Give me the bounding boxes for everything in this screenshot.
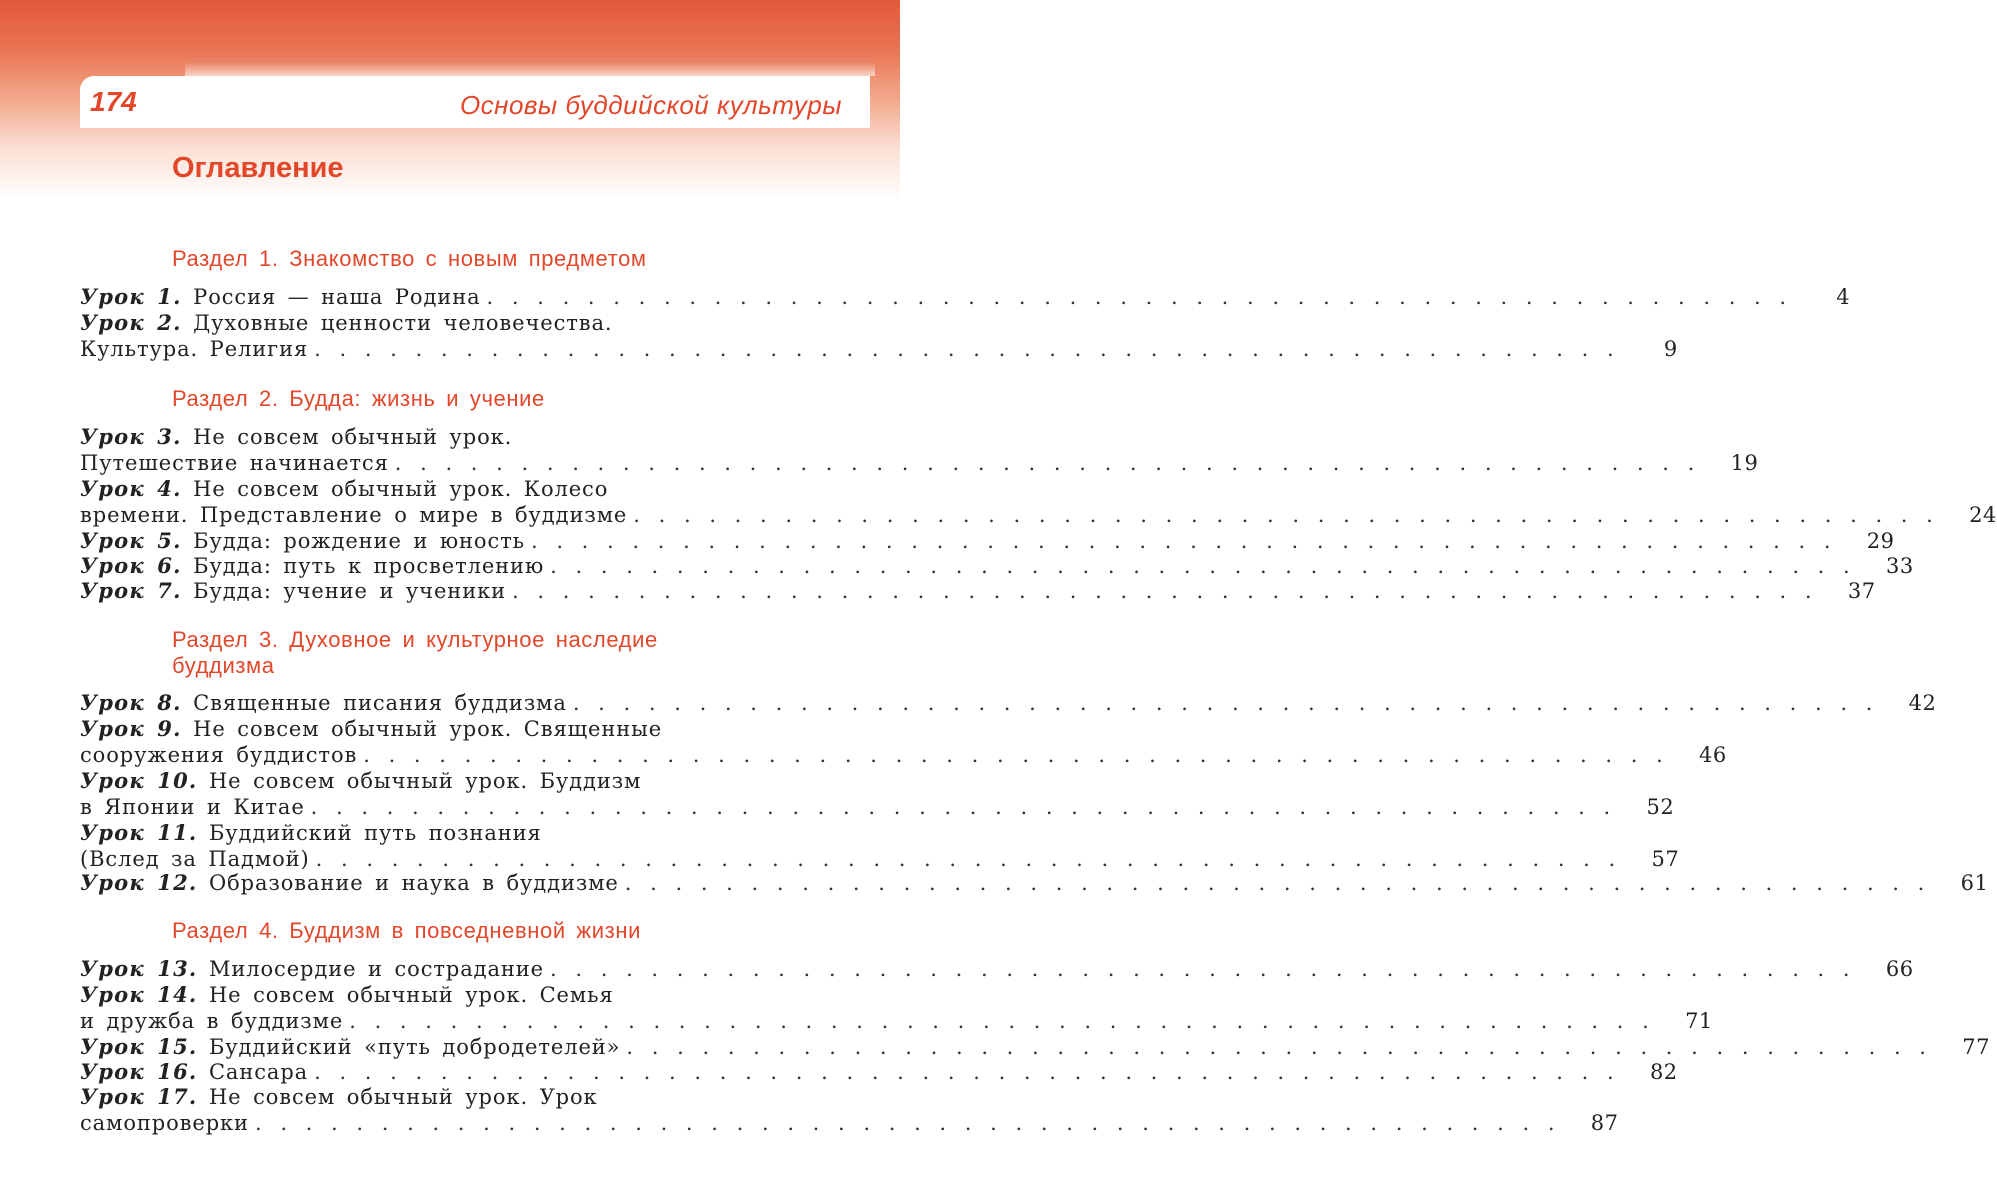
- dot-leader: . . . . . . . . . . . . . . . . . . . . . . . . . . . . . . . . . . . . . . . . . . . . . . . . . . . .: [550, 554, 1854, 578]
- lesson-label: Урок 13.: [80, 956, 198, 981]
- dot-leader: . . . . . . . . . . . . . . . . . . . . . . . . . . . . . . . . . . . . . . . . . . . . . . . . . . . .: [314, 1060, 1618, 1084]
- toc-entry-line: [80, 1110, 1619, 1136]
- lesson-title: Путешествие начинается: [80, 451, 389, 475]
- page-ref: 9: [1663, 337, 1678, 361]
- toc-entry-line: [80, 284, 1851, 310]
- lesson-title: Не совсем обычный урок. Колесо: [193, 477, 609, 501]
- toc-entry-line: [80, 476, 855, 502]
- lesson-title: Не совсем обычный урок. Священные: [193, 717, 663, 741]
- lesson-label: Урок 2.: [80, 310, 182, 335]
- lesson-label: Урок 12.: [80, 870, 198, 895]
- dot-leader: . . . . . . . . . . . . . . . . . . . . . . . . . . . . . . . . . . . . . . . . . . . . . . . . . . . .: [550, 957, 1854, 981]
- lesson-title: в Японии и Китае: [80, 795, 305, 819]
- dot-leader: . . . . . . . . . . . . . . . . . . . . . . . . . . . . . . . . . . . . . . . . . . . . . . . . . . . .: [512, 579, 1816, 603]
- lesson-label: Урок 7.: [80, 578, 182, 603]
- section-heading-line: буддизма: [172, 653, 275, 678]
- page-ref: 24: [1969, 503, 1997, 527]
- lesson-title: Образование и наука в буддизме: [208, 871, 619, 895]
- page-ref: 77: [1962, 1035, 1990, 1059]
- page-ref: 29: [1866, 529, 1895, 553]
- toc-entry-line: [80, 1008, 1713, 1034]
- page-ref: 57: [1651, 847, 1680, 871]
- page-ref: 61: [1960, 871, 1989, 895]
- toc-entry-line: [80, 336, 1678, 362]
- lesson-title: Не совсем обычный урок. Семья: [208, 983, 614, 1007]
- toc-entry-line: [80, 768, 855, 794]
- toc-entry[interactable]: [80, 820, 1680, 872]
- section-heading: [172, 918, 812, 944]
- page-ref: 52: [1646, 795, 1675, 819]
- page-ref: 71: [1685, 1009, 1713, 1033]
- dot-leader: . . . . . . . . . . . . . . . . . . . . . . . . . . . . . . . . . . . . . . . . . . . . . . . . . . . .: [315, 847, 1620, 871]
- page-ref: 82: [1649, 1060, 1678, 1084]
- section-heading-line: Раздел 1. Знакомство с новым предметом: [172, 246, 647, 271]
- toc-title: Оглавление: [172, 152, 344, 184]
- toc-entry[interactable]: [80, 956, 1914, 982]
- toc-entry[interactable]: [80, 284, 1851, 310]
- dot-leader: . . . . . . . . . . . . . . . . . . . . . . . . . . . . . . . . . . . . . . . . . . . . . . . . . . . .: [310, 795, 1615, 819]
- lesson-title: (Вслед за Падмой): [80, 847, 310, 871]
- toc-entry-line: [80, 956, 1914, 982]
- dot-leader: . . . . . . . . . . . . . . . . . . . . . . . . . . . . . . . . . . . . . . . . . . . . . . . . . . . .: [394, 451, 1699, 475]
- toc-entry[interactable]: [80, 982, 1713, 1034]
- toc-entry-line: [80, 742, 1727, 768]
- lesson-label: Урок 1.: [80, 284, 182, 309]
- page-ref: 66: [1885, 957, 1914, 981]
- lesson-label: Урок 10.: [80, 768, 198, 793]
- lesson-label: Урок 6.: [80, 553, 182, 578]
- toc-entry-line: [80, 502, 1997, 528]
- dot-leader: . . . . . . . . . . . . . . . . . . . . . . . . . . . . . . . . . . . . . . . . . . . . . . . . . . . .: [363, 743, 1667, 767]
- toc-entry[interactable]: [80, 578, 1876, 604]
- lesson-title: Россия — наша Родина: [193, 285, 481, 309]
- toc-entry-line: [80, 528, 1895, 554]
- toc-entry[interactable]: [80, 870, 1989, 896]
- page-ref: 33: [1885, 554, 1914, 578]
- page-ref: 19: [1730, 451, 1759, 475]
- toc-entry-line: [80, 1059, 1678, 1085]
- toc-entry[interactable]: [80, 716, 1727, 768]
- lesson-title: Культура. Религия: [80, 337, 309, 361]
- lesson-title: Будда: рождение и юность: [193, 529, 525, 553]
- toc-entry[interactable]: [80, 476, 1997, 528]
- lesson-title: Буддийский «путь добродетелей»: [208, 1035, 621, 1059]
- lesson-label: Урок 14.: [80, 982, 198, 1007]
- toc-entry[interactable]: [80, 528, 1895, 554]
- toc-entry-line: [80, 1084, 855, 1110]
- lesson-title: Милосердие и сострадание: [208, 957, 545, 981]
- lesson-title: Будда: путь к просветлению: [193, 554, 545, 578]
- lesson-label: Урок 17.: [80, 1084, 198, 1109]
- dot-leader: . . . . . . . . . . . . . . . . . . . . . . . . . . . . . . . . . . . . . . . . . . . . . . . . . . . .: [624, 871, 1929, 895]
- lesson-title: и дружба в буддизме: [80, 1009, 344, 1033]
- lesson-label: Урок 11.: [80, 820, 198, 845]
- section-heading-line: Раздел 2. Будда: жизнь и учение: [172, 386, 545, 411]
- dot-leader: . . . . . . . . . . . . . . . . . . . . . . . . . . . . . . . . . . . . . . . . . . . . . . . . . . . .: [572, 691, 1877, 715]
- toc-entry-line: [80, 982, 855, 1008]
- section-heading: [172, 386, 812, 412]
- section-heading-line: Раздел 3. Духовное и культурное наследие: [172, 627, 658, 652]
- dot-leader: . . . . . . . . . . . . . . . . . . . . . . . . . . . . . . . . . . . . . . . . . . . . . . . . . . . .: [349, 1009, 1653, 1033]
- lesson-label: Урок 16.: [80, 1059, 198, 1084]
- lesson-title: Духовные ценности человечества.: [193, 311, 613, 335]
- lesson-label: Урок 9.: [80, 716, 182, 741]
- page-ref: 87: [1590, 1111, 1619, 1135]
- dot-leader: . . . . . . . . . . . . . . . . . . . . . . . . . . . . . . . . . . . . . . . . . . . . . . . . . . . .: [254, 1111, 1559, 1135]
- lesson-label: Урок 15.: [80, 1034, 198, 1059]
- section-heading-line: Раздел 4. Буддизм в повседневной жизни: [172, 918, 641, 943]
- toc-entry[interactable]: [80, 1034, 1990, 1060]
- toc-entry[interactable]: [80, 690, 1937, 716]
- lesson-label: Урок 3.: [80, 424, 182, 449]
- section-heading: [172, 246, 812, 272]
- section-heading: [172, 627, 812, 679]
- page-ref: 46: [1699, 743, 1727, 767]
- dot-leader: . . . . . . . . . . . . . . . . . . . . . . . . . . . . . . . . . . . . . . . . . . . . . . . . . . . .: [633, 503, 1937, 527]
- lesson-title: Священные писания буддизма: [193, 691, 567, 715]
- toc-entry-line: [80, 424, 855, 450]
- lesson-title: Не совсем обычный урок.: [193, 425, 513, 449]
- dot-leader: . . . . . . . . . . . . . . . . . . . . . . . . . . . . . . . . . . . . . . . . . . . . . . . . . . . .: [626, 1035, 1930, 1059]
- toc-entry[interactable]: [80, 1059, 1678, 1085]
- lesson-label: Урок 4.: [80, 476, 182, 501]
- lesson-label: Урок 8.: [80, 690, 182, 715]
- toc-entry-line: [80, 820, 855, 846]
- lesson-title: Не совсем обычный урок. Урок: [208, 1085, 598, 1109]
- dot-leader: . . . . . . . . . . . . . . . . . . . . . . . . . . . . . . . . . . . . . . . . . . . . . . . . . . . .: [486, 285, 1791, 309]
- toc-entry-line: [80, 690, 1937, 716]
- toc-entry-line: [80, 794, 1675, 820]
- dot-leader: . . . . . . . . . . . . . . . . . . . . . . . . . . . . . . . . . . . . . . . . . . . . . . . . . . . .: [314, 337, 1618, 361]
- lesson-title: времени. Представление о мире в буддизме: [80, 503, 628, 527]
- page-number: 174: [90, 86, 137, 117]
- toc-entry[interactable]: [80, 310, 1678, 362]
- toc-entry-line: [80, 310, 855, 336]
- toc-entry[interactable]: [80, 553, 1914, 579]
- dot-leader: . . . . . . . . . . . . . . . . . . . . . . . . . . . . . . . . . . . . . . . . . . . . . . . . . . . .: [530, 529, 1835, 553]
- lesson-title: Не совсем обычный урок. Буддизм: [208, 769, 642, 793]
- lesson-title: Буддийский путь познания: [208, 821, 542, 845]
- page-ref: 42: [1908, 691, 1937, 715]
- toc-entry-line: [80, 450, 1759, 476]
- page-ref: 4: [1836, 285, 1851, 309]
- running-title: Основы буддийской культуры: [459, 90, 842, 120]
- toc-entry-line: [80, 553, 1914, 579]
- toc-entry[interactable]: [80, 1084, 1619, 1136]
- lesson-title: самопроверки: [80, 1111, 249, 1135]
- toc-entry-line: [80, 578, 1876, 604]
- toc-entry-line: [80, 716, 855, 742]
- toc-entry[interactable]: [80, 424, 1759, 476]
- toc-entry[interactable]: [80, 768, 1675, 820]
- lesson-title: Сансара: [208, 1060, 309, 1084]
- toc-entry-line: [80, 846, 1680, 872]
- toc-entry-line: [80, 870, 1989, 896]
- lesson-title: Будда: учение и ученики: [193, 579, 507, 603]
- lesson-title: сооружения буддистов: [80, 743, 358, 767]
- page-ref: 37: [1847, 579, 1876, 603]
- lesson-label: Урок 5.: [80, 528, 182, 553]
- toc-entry-line: [80, 1034, 1990, 1060]
